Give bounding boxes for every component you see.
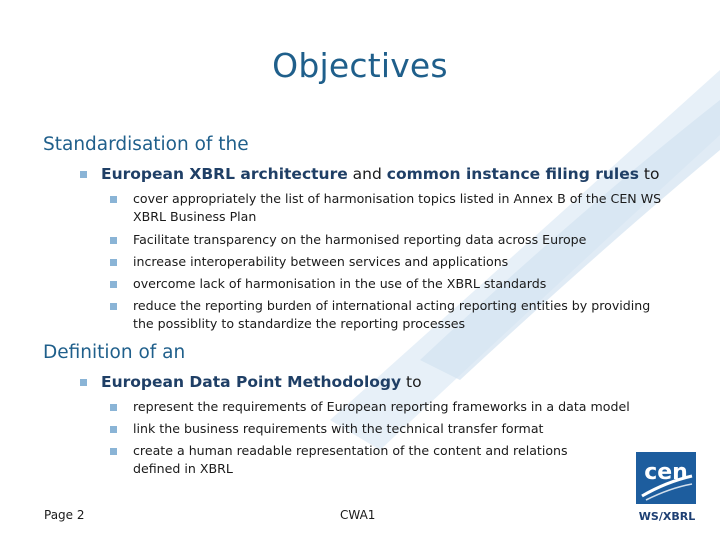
cen-logo-text: cen (644, 460, 688, 485)
lead-connector: and (347, 165, 387, 183)
bullet-square-icon (110, 426, 117, 433)
bullet-square-icon (110, 448, 117, 455)
cen-logo-subtitle: WS/XBRL (638, 510, 696, 523)
list-item-text: represent the requirements of European reporting frameworks in a data model (133, 399, 630, 414)
list-item-text: create a human readable representation of the content and relations defined in XBRL (133, 443, 568, 476)
bullet-square-icon (110, 404, 117, 411)
slide-title: Objectives (272, 46, 448, 85)
bullet-square-icon (110, 237, 117, 244)
list-item-text: cover appropriately the list of harmonisation topics listed in Annex B of the CEN WS XBRL Business Plan (133, 191, 662, 224)
lead-tail: to (638, 165, 660, 183)
bullet-square-icon (110, 196, 117, 203)
lead-bold-a: European Data Point Methodology (101, 373, 402, 391)
footer-center-text: CWA1 (340, 508, 376, 522)
lead-bold-b: common instance filing rules (386, 165, 639, 183)
list-item-text: Facilitate transparency on the harmonised reporting data across Europe (133, 232, 587, 247)
list-item-text: overcome lack of harmonisation in the use of the XBRL standards (133, 276, 547, 291)
page-number: Page 2 (44, 508, 85, 522)
cen-logo-mark (636, 452, 696, 504)
lead-definition (80, 373, 680, 395)
section-heading-standardisation: Standardisation of the (43, 134, 249, 155)
lead-tail: to (401, 373, 422, 391)
cen-logo (636, 452, 696, 504)
lead-standardisation (80, 165, 680, 187)
section-heading-definition: Definition of an (43, 342, 186, 363)
bullet-square-icon (80, 379, 87, 386)
bullet-square-icon (110, 281, 117, 288)
bullet-square-icon (80, 171, 87, 178)
list-item-text: reduce the reporting burden of international acting reporting entities by providing the possiblity to standardize the reporting processes (133, 298, 651, 331)
list-item-text: link the business requirements with the technical transfer format (133, 421, 544, 436)
lead-bold-a: European XBRL architecture (101, 165, 348, 183)
bullet-square-icon (110, 259, 117, 266)
list-item-text: increase interoperability between services and applications (133, 254, 509, 269)
bullet-square-icon (110, 303, 117, 310)
